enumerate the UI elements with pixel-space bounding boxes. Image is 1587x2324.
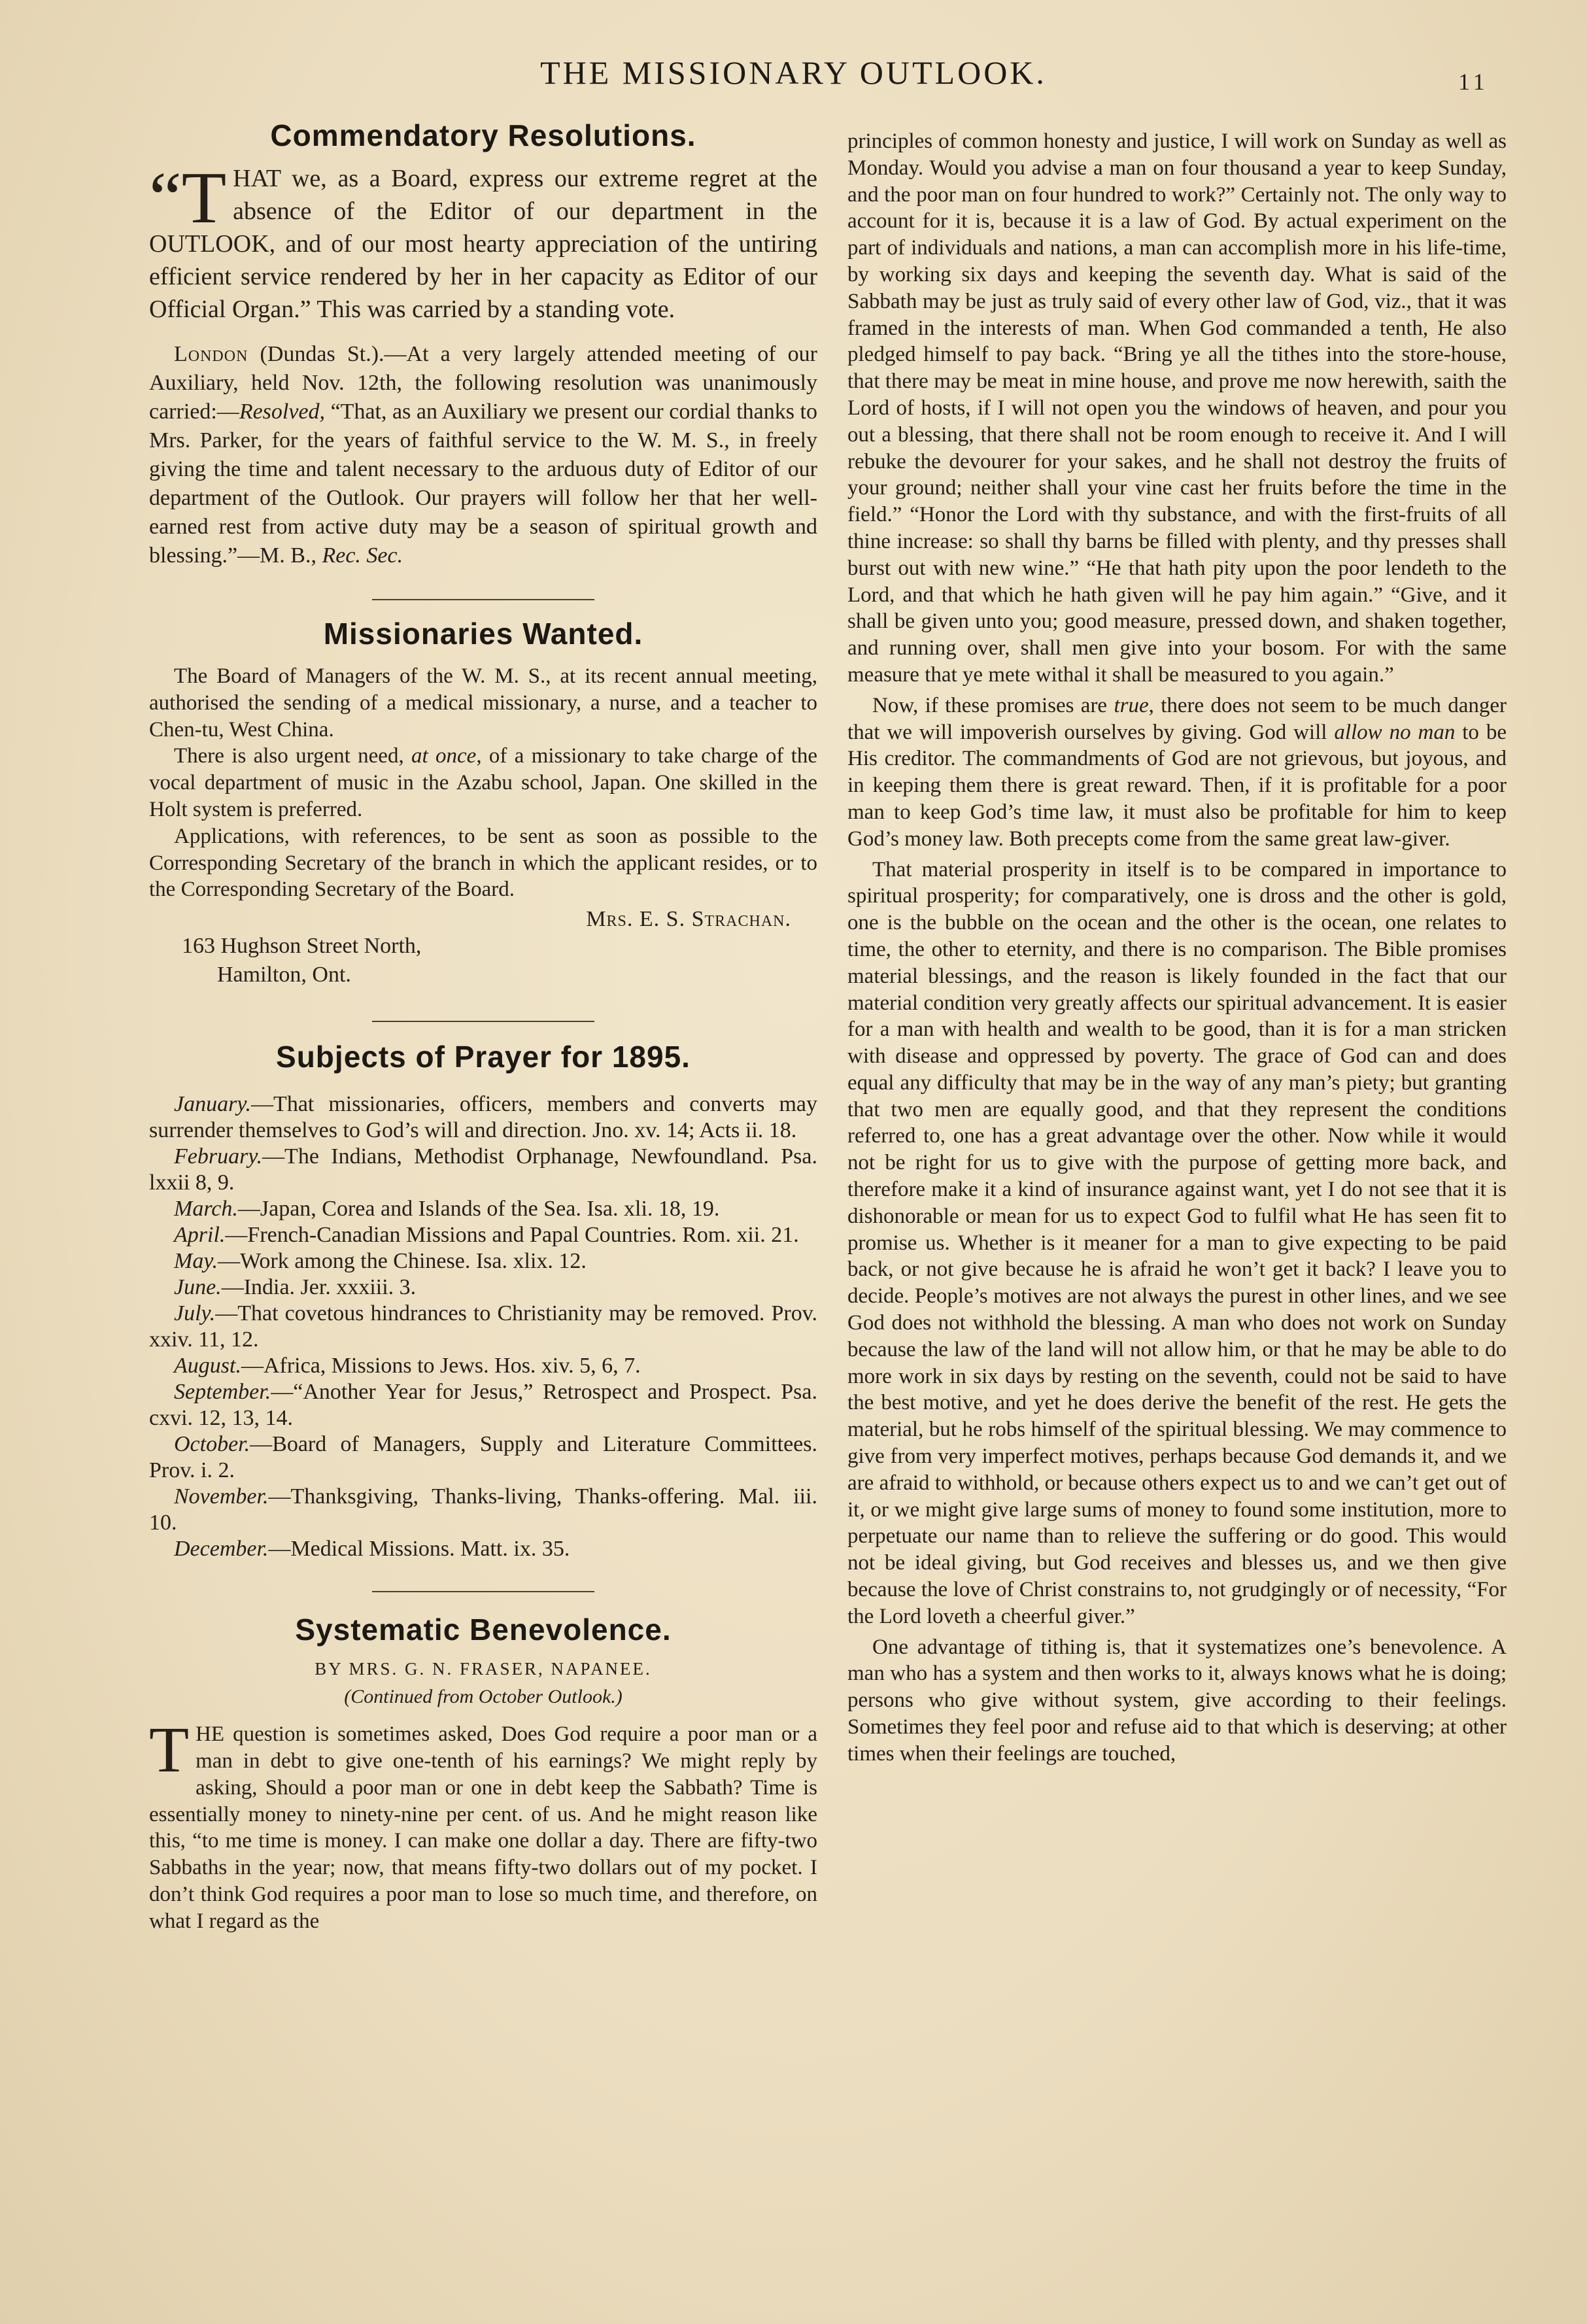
- page-number: 11: [1458, 69, 1489, 95]
- commendatory-resolution: “T HAT we, as a Board, express our extreme regret at the absence of the Editor of our department in the OUTLOOK, and of our most hearty appreciation of the untiring efficient service rendered by her in her capacity as Editor of our Official Organ.” This was carried by a standing vote.: [149, 158, 817, 323]
- prayer-item: [149, 1222, 817, 1248]
- prayer-month: December.: [174, 1537, 269, 1562]
- benevolence-paragraph-2: principles of common honesty and justice, I will work on Sunday as well as Monday. Would you advise a man on four thousand a year to keep Sunday, and the poor man on four hundred to work?” Certainly not. The only way to account for it is, because it is a law of God. By actual experiment on the part of individuals and nations, a man can accomplish more in his life-time, by working six days and keeping the seventh day. What is said of the Sabbath may be just as truly said of every other law of God, viz., that it was framed in the interests of man. When God commanded a tenth, He also pledged himself to pay back. “Bring ye all the tithes into the store-house, that there may be meat in mine house, and prove me now herewith, saith the Lord of hosts, if I will not open you the windows of heaven, and pour you out a blessing, that there shall not be room enough to receive it. And I will rebuke the devourer for your sakes, and he shall not destroy the fruits of your ground; neither shall your vine cast her fruits before the time in the field.” “Honor the Lord with thy substance, and with the first-fruits of all thine increase: so shall thy barns be filled with plenty, and thy presses shall burst out with new wine.” “He that hath pity upon the poor lendeth to the Lord, and that which he hath given will he pay him again.” “Give, and it shall be given unto you; good measure, pressed down, and shaken together, and running over, shall men give into your bosom. For with the same measure that ye mete withal it shall be measured to you again.”: [847, 129, 1507, 687]
- drop-cap: T: [149, 1713, 190, 1786]
- continued-note: (Continued from October Outlook.): [344, 1686, 623, 1708]
- prayer-heading: Subjects of Prayer for 1895.: [276, 1040, 691, 1074]
- prayer-item: [149, 1379, 817, 1431]
- right-column: [847, 128, 1507, 1768]
- prayer-item: [149, 1536, 817, 1562]
- prayer-item: [149, 1091, 817, 1144]
- prayer-month: March.: [174, 1197, 238, 1222]
- prayer-month: August.: [174, 1354, 241, 1378]
- missionaries-wanted-heading: Missionaries Wanted.: [323, 617, 643, 651]
- prayer-item: [149, 1196, 817, 1222]
- prayer-text: —Thanksgiving, Thanks-living, Thanks-offering. Mal. iii. 10.: [149, 1484, 817, 1535]
- commendatory-heading: Commendatory Resolutions.: [270, 118, 696, 152]
- benevolence-paragraph-5: One advantage of tithing is, that it systematizes one’s benevolence. A man who has a system and then works to it, always knows what he is doing; persons who give without system, give according to their feelings. Sometimes they feel poor and refuse aid to that which is deserving; at other times when their feelings are touched,: [847, 1635, 1507, 1766]
- prayer-list: [149, 1091, 817, 1562]
- prayer-item: [149, 1248, 817, 1274]
- prayer-text: —That covetous hindrances to Christianity may be removed. Prov. xxiv. 11, 12.: [149, 1301, 817, 1352]
- prayer-month: April.: [174, 1223, 226, 1248]
- prayer-item: [149, 1274, 817, 1301]
- prayer-item: [149, 1353, 817, 1379]
- prayer-text: —“Another Year for Jesus,” Retrospect and Prospect. Psa. cxvi. 12, 13, 14.: [149, 1380, 817, 1431]
- signature: Mrs. E. S. Strachan.: [586, 907, 791, 932]
- prayer-text: —Africa, Missions to Jews. Hos. xiv. 5, 6, 7.: [241, 1354, 641, 1378]
- prayer-month: February.: [174, 1144, 263, 1169]
- prayer-text: —That missionaries, officers, members and converts may surrender themselves to God’s will and direction. Jno. xv. 14; Acts ii. 18.: [149, 1092, 817, 1143]
- prayer-item: [149, 1301, 817, 1353]
- prayer-month: July.: [174, 1301, 216, 1326]
- benevolence-paragraph-4: That material prosperity in itself is to be compared in importance to spiritual prosperity; for comparatively, one is dross and the other is gold, one is the bubble on the ocean and the other is the ocean, one relates to time, the other to eternity, and there is no comparison. The Bible promises material blessings, and the reason is likely founded in the fact that our material condition very greatly affects our spiritual advancement. It is easier for a man with health and wealth to be good, than it is for a man stricken with disease and oppressed by poverty. The grace of God can and does equal any difficulty that may be in the way of any man’s piety; but granting that two men are equally good, and that they represent the conditions referred to, one has a great advantage over the other. Now while it would not be right for us to give with the purpose of getting more back, and therefore make it a kind of insurance against want, yet I do not see that it is dishonorable or mean for us to expect God to fulfil what He has seen fit to promise us. Whether is it meaner for a man to give expecting to be paid back, or not give because he is afraid he won’t get it back? I leave you to decide. People’s motives are not always the purest in other lines, and we see God does not withhold the blessing. A man who does not work on Sunday because the law of the land will not allow him, or that he may be able to do more work in six days by resting on the seventh, could not be said to have the best motive, and yet he does derive the benefit of the rest. He gets the material, but he robs himself of the spiritual blessing. We may commence to give from very imperfect motives, perhaps because God demands it, and we are afraid to withhold, or because others expect us to and we can’t get out of it, or we might give large sums of money to found some institution, more to perpetuate our name than to relieve the suffering or do good. This would not be ideal giving, but God receives and blesses us, and we then give because the love of Christ constrains to, not grudgingly or of necessity, “For the Lord loveth a cheerful giver.”: [847, 857, 1507, 1628]
- prayer-text: —French-Canadian Missions and Papal Countries. Rom. xii. 21.: [225, 1223, 799, 1248]
- prayer-month: November.: [174, 1484, 269, 1509]
- prayer-item: [149, 1484, 817, 1536]
- london-auxiliary-report: London (Dundas St.).—At a very largely attended meeting of our Auxiliary, held Nov. 12th, the following resolution was unanimously carried:—Resolved, “That, as an Auxiliary we present our cordial thanks to Mrs. Parker, for the years of faithful service to the W. M. S., in freely giving the time and talent necessary to the arduous duty of Editor of our department of the Outlook. Our prayers will follow her that her well-earned rest from active duty may be a season of spiritual growth and blessing.”—M. B., Rec. Sec.: [149, 342, 817, 568]
- left-column: [149, 116, 817, 1935]
- prayer-text: —The Indians, Methodist Orphanage, Newfoundland. Psa. lxxii 8, 9.: [149, 1144, 817, 1195]
- prayer-month: June.: [174, 1275, 222, 1300]
- drop-cap: “T: [149, 158, 227, 239]
- prayer-month: October.: [174, 1432, 250, 1457]
- benevolence-paragraph-3: Now, if these promises are true, there does not seem to be much danger that we will impoverish ourselves by giving. God will allow no man to be His creditor. The commandments of God are not grievous, but joyous, and in keeping them there is great reward. Then, if it is profitable for a poor man to keep God’s time law, it must also be profitable for him to keep God’s money law. Both precepts come from the same great law-giver.: [847, 693, 1507, 851]
- benevolence-paragraph-1: THE question is sometimes asked, Does God require a poor man or a man in debt to give one-tenth of his earnings? We might reply by asking, Should a poor man or one in debt keep the Sabbath? Time is essentially money to ninety-nine per cent. of us. And he might reason like this, “to me time is money. I can make one dollar a day. There are fifty-two Sabbaths in the year; now, that means fifty-two dollars out of my pocket. I don’t think God requires a poor man to lose so much time, and therefore, on what I regard as the: [149, 1713, 817, 1933]
- prayer-month: September.: [174, 1380, 271, 1405]
- prayer-item: [149, 1144, 817, 1196]
- wanted-paragraph-3: Applications, with references, to be sent as soon as possible to the Corresponding Secretary of the branch in which the applicant resides, or to the Corresponding Secretary of the Board.: [149, 824, 817, 902]
- address: 163 Hughson Street North, Hamilton, Ont.: [182, 934, 422, 987]
- prayer-text: —Work among the Chinese. Isa. xlix. 12.: [218, 1249, 587, 1274]
- byline: BY MRS. G. N. FRASER, NAPANEE.: [315, 1659, 652, 1679]
- benevolence-heading: Systematic Benevolence.: [295, 1613, 672, 1647]
- prayer-item: [149, 1431, 817, 1484]
- wanted-paragraph-1: The Board of Managers of the W. M. S., at its recent annual meeting, authorised the sending of a medical missionary, a nurse, and a teacher to Chen-tu, West China.: [149, 664, 817, 742]
- prayer-month: May.: [174, 1249, 218, 1274]
- prayer-text: —Japan, Corea and Islands of the Sea. Isa. xli. 18, 19.: [237, 1197, 720, 1222]
- running-title: THE MISSIONARY OUTLOOK.: [540, 54, 1047, 91]
- wanted-paragraph-2: There is also urgent need, at once, of a missionary to take charge of the vocal department of music in the Azabu school, Japan. One skilled in the Holt system is preferred.: [149, 744, 817, 821]
- prayer-month: January.: [174, 1092, 252, 1117]
- prayer-text: —India. Jer. xxxiii. 3.: [221, 1275, 417, 1300]
- prayer-text: —Medical Missions. Matt. ix. 35.: [268, 1537, 570, 1562]
- prayer-text: —Board of Managers, Supply and Literature Committees. Prov. i. 2.: [149, 1432, 817, 1483]
